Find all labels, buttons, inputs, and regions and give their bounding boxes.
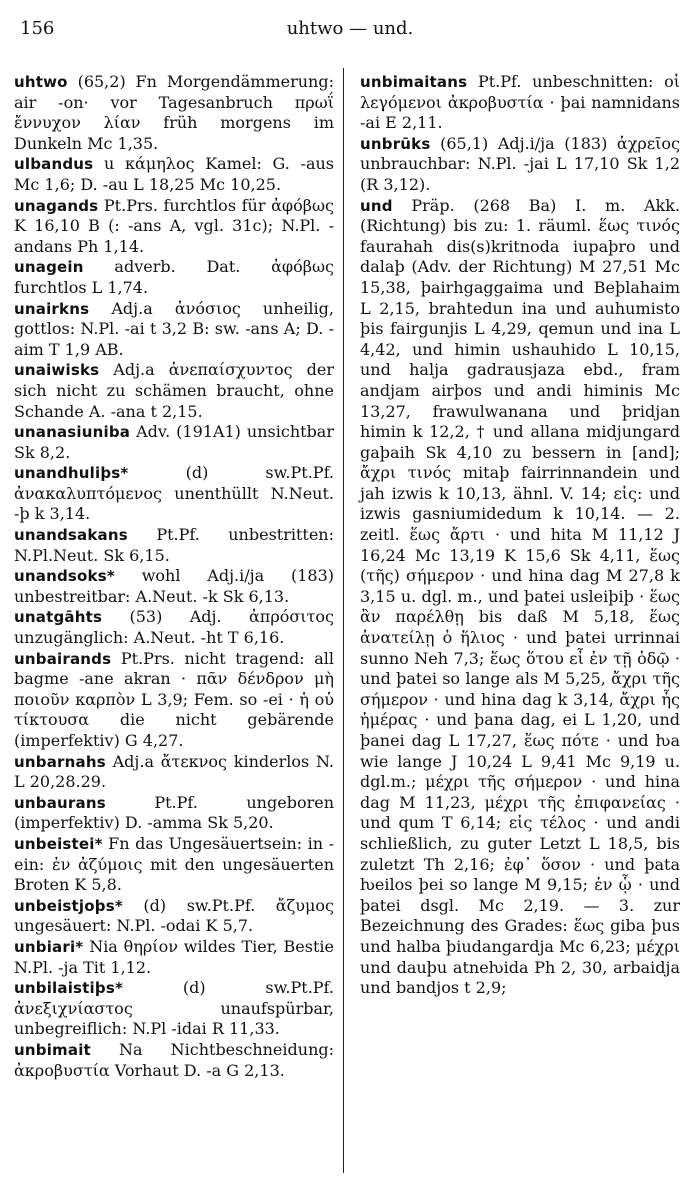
- left-column: [14, 72, 334, 1081]
- entry-headword: und: [360, 196, 393, 215]
- entry-definition: wohl Adj.i/ja (183) unbestreitbar: A.Neut. -k Sk 6,13.: [14, 566, 334, 606]
- entry-definition: Pt.Pf. unbestritten: N.Pl.Neut. Sk 6,15.: [14, 525, 334, 565]
- running-title: uhtwo — und.: [286, 18, 414, 39]
- entry-headword: unagein: [14, 258, 84, 277]
- dictionary-entry: [360, 72, 680, 134]
- entry-definition: (d) sw.Pt.Pf. ἀνακαλυπτόμενος unenthüllt N.Neut. -þ k 3,14.: [14, 463, 334, 524]
- dictionary-entry: [14, 937, 334, 978]
- dictionary-entry: [14, 299, 334, 361]
- entry-definition: (65,1) Adj.i/ja (183) ἀχρεῖος unbrauchbar: N.Pl. -jai L 17,10 Sk 1,2 (R 3,12).: [360, 133, 680, 194]
- entry-definition: (65,2) Fn Morgendämmerung: air -on· vor Tagesanbruch πρωΐ ἔννυχον λίαν früh morgens im Dunkeln Mc 1,35.: [14, 72, 334, 153]
- entry-definition: u κάμηλος Kamel: G. -aus Mc 1,6; D. -au L 18,25 Mc 10,25.: [14, 154, 334, 194]
- dictionary-entry: [14, 257, 334, 298]
- entry-definition: Adj.a ἀνεπαίσχυντος der sich nicht zu schämen braucht, ohne Schande A. -ana t 2,15.: [14, 360, 335, 421]
- entry-headword: unatgāhts: [14, 608, 103, 627]
- page-number: 156: [20, 18, 55, 39]
- entry-definition: Adv. (191A1) unsichtbar Sk 8,2.: [14, 422, 334, 462]
- page-header: [20, 18, 680, 42]
- entry-headword: unbrūks: [360, 134, 431, 153]
- entry-headword: unagands: [14, 196, 99, 215]
- entry-headword: unbairands: [14, 649, 112, 668]
- entry-headword: unbilaistiþs*: [14, 979, 123, 998]
- entry-definition: adverb. Dat. ἀφόβως furchtlos L 1,74.: [14, 257, 334, 297]
- right-column: [360, 72, 680, 999]
- entry-definition: Fn das Ungesäuertsein: in -ein: ἐν ἀζύμοις mit den ungesäuerten Broten K 5,8.: [14, 833, 334, 895]
- entry-headword: uhtwo: [14, 73, 68, 91]
- column-divider: [343, 68, 344, 1173]
- dictionary-entry: [14, 649, 334, 752]
- entry-headword: unbimaitans: [360, 73, 468, 91]
- entry-definition: Präp. (268 Ba) I. m. Akk. (Richtung) bis zu: 1. räuml. ἕως τινός faurahah dis(s)kritnoda iupaþro und dalaþ (Adv. der Richtung) M 27,51 Mc 15,38, þairhgaggaima und Beþlahaim L 2,15, brahtedun ina und auhumisto þis fairgunjis L 4,29, qemun und ina L 4,42, und himin ushauhido L 10,15, und halja gadrausjaza ebd., fram andjam airþos und andi himinis Mc 13,27, frawulwanana und þridjan himin k 12,2, † und allana midjungard gaþaih Sk 4,10 zu bessern in [and]; ἄχρι τινός mitaþ fairrinnandein und jah izwis k 10,13, ähnl. V. 14; εἰς: und izwis gasniumidedum k 10,14. — 2. zeitl. ἕως ἄρτι · und hita M 11,12 J 16,24 Mc 13,19 K 15,6 Sk 4,11, ἕως (τῆς) σήμερον · und hina dag M 27,8 k 3,15 u. dgl. m., und þatei usleiþiþ · ἕως ἂν παρέλθῃ bis daß M 5,18, ἕως ἀνατείλῃ ὁ ἥλιος · und þatei urrinnai sunno Neh 7,3; ἕως ὅτου εἶ ἐν τῇ ὁδῷ · und þatei so lange als M 5,25, ἄχρι τῆς σήμερον · und hina dag k 3,14, ἄχρι ἧς ἡμέρας · und þana dag, ei L 1,20, und þanei dag L 17,27, ἕως πότε · und ƕa wie lange J 10,24 L 9,41 Mc 9,19 u. dgl.m.; μέχρι τῆς σήμερον · und hina dag M 11,23, μέχρι τῆς ἐπιφανείας · und qum T 6,14; εἰς τέλος · und andi schließlich, zu guter Letzt L 18,5, bis zuletzt Th 2,16; ἐφ᾽ ὅσον · und þata ƕeilos þei so lange M 9,15; ἐν ᾧ · und þatei dsgl. Mc 2,19. — 3. zur Bezeichnung des Grades: ἕως giba þus und halba þiudangardja Mc 6,23; μέχρι und dauþu atneƕida Ph 2, 30, arbaidja und bandjos t 2,9;: [360, 195, 680, 998]
- entry-definition: Adj.a ἀνόσιος unheilig, gottlos: N.Pl. -ai t 3,2 B: sw. -ans A; D. -aim T 1,9 AB.: [14, 298, 334, 359]
- entry-definition: (53) Adj. ἀπρόσιτος unzugänglich: A.Neut. -ht T 6,16.: [14, 607, 334, 648]
- dictionary-entry: [14, 752, 334, 793]
- dictionary-entry: [360, 196, 680, 999]
- entry-headword: unairkns: [14, 299, 90, 318]
- entry-headword: unaiwisks: [14, 361, 100, 380]
- dictionary-entry: [360, 134, 680, 196]
- entry-definition: Adj.a ἄτεκνος kinderlos N. L 20,28.29.: [14, 751, 335, 792]
- entry-definition: (d) sw.Pt.Pf. ἀνεξιχνίαστος unaufspürbar, unbegreiflich: N.Pl -idai R 11,33.: [14, 978, 334, 1039]
- dictionary-entry: [14, 834, 334, 896]
- entry-headword: unbiari*: [14, 937, 84, 956]
- entry-headword: unandsakans: [14, 526, 128, 545]
- dictionary-entry: [14, 525, 334, 566]
- dictionary-entry: [14, 566, 334, 607]
- entry-headword: unandsoks*: [14, 567, 115, 586]
- dictionary-entry: [14, 463, 334, 525]
- entry-headword: unbarnahs: [14, 752, 106, 771]
- entry-headword: ulbandus: [14, 155, 94, 174]
- entry-definition: Pt.Pf. unbeschnitten: οἱ λεγόμενοι ἀκροβυστία · þai namnidans -ai E 2,11.: [360, 72, 680, 133]
- entry-definition: (d) sw.Pt.Pf. ἄζυμος ungesäuert: N.Pl. -odai K 5,7.: [14, 895, 334, 936]
- entry-headword: unanasiuniba: [14, 423, 131, 442]
- dictionary-entry: [14, 793, 334, 834]
- dictionary-entry: [14, 196, 334, 258]
- dictionary-entry: [14, 978, 334, 1040]
- entry-headword: unbimait: [14, 1040, 91, 1059]
- dictionary-entry: [14, 1040, 334, 1081]
- dictionary-entry: [14, 422, 334, 463]
- entry-headword: unandhuliþs*: [14, 464, 129, 483]
- dictionary-entry: [14, 154, 334, 195]
- entry-definition: Pt.Prs. furchtlos für ἀφόβως K 16,10 B (: -ans A, vgl. 31c); N.Pl. -andans Ph 1,14.: [14, 195, 334, 256]
- entry-definition: Na Nichtbeschneidung: ἀκροβυστία Vorhaut D. -a G 2,13.: [14, 1039, 334, 1080]
- entry-headword: unbeistjoþs*: [14, 896, 123, 915]
- dictionary-entry: [14, 896, 334, 937]
- entry-headword: unbeistei*: [14, 834, 103, 853]
- entry-definition: Pt.Pf. ungeboren (imperfektiv) D. -amma Sk 5,20.: [14, 792, 334, 833]
- dictionary-entry: [14, 360, 334, 422]
- entry-headword: unbaurans: [14, 793, 106, 812]
- entry-definition: Nia θηρίον wildes Tier, Bestie N.Pl. -ja Tit 1,12.: [14, 936, 334, 977]
- entry-definition: Pt.Prs. nicht tragend: all bagme -ane akran · πᾶν δένδρον μὴ ποιοῦν καρπὸν L 3,9; Fem. so -ei · ἡ οὐ τίκτουσα die nicht gebärende (imperfektiv) G 4,27.: [14, 648, 334, 750]
- dictionary-entry: [14, 607, 334, 648]
- dictionary-entry: [14, 72, 334, 154]
